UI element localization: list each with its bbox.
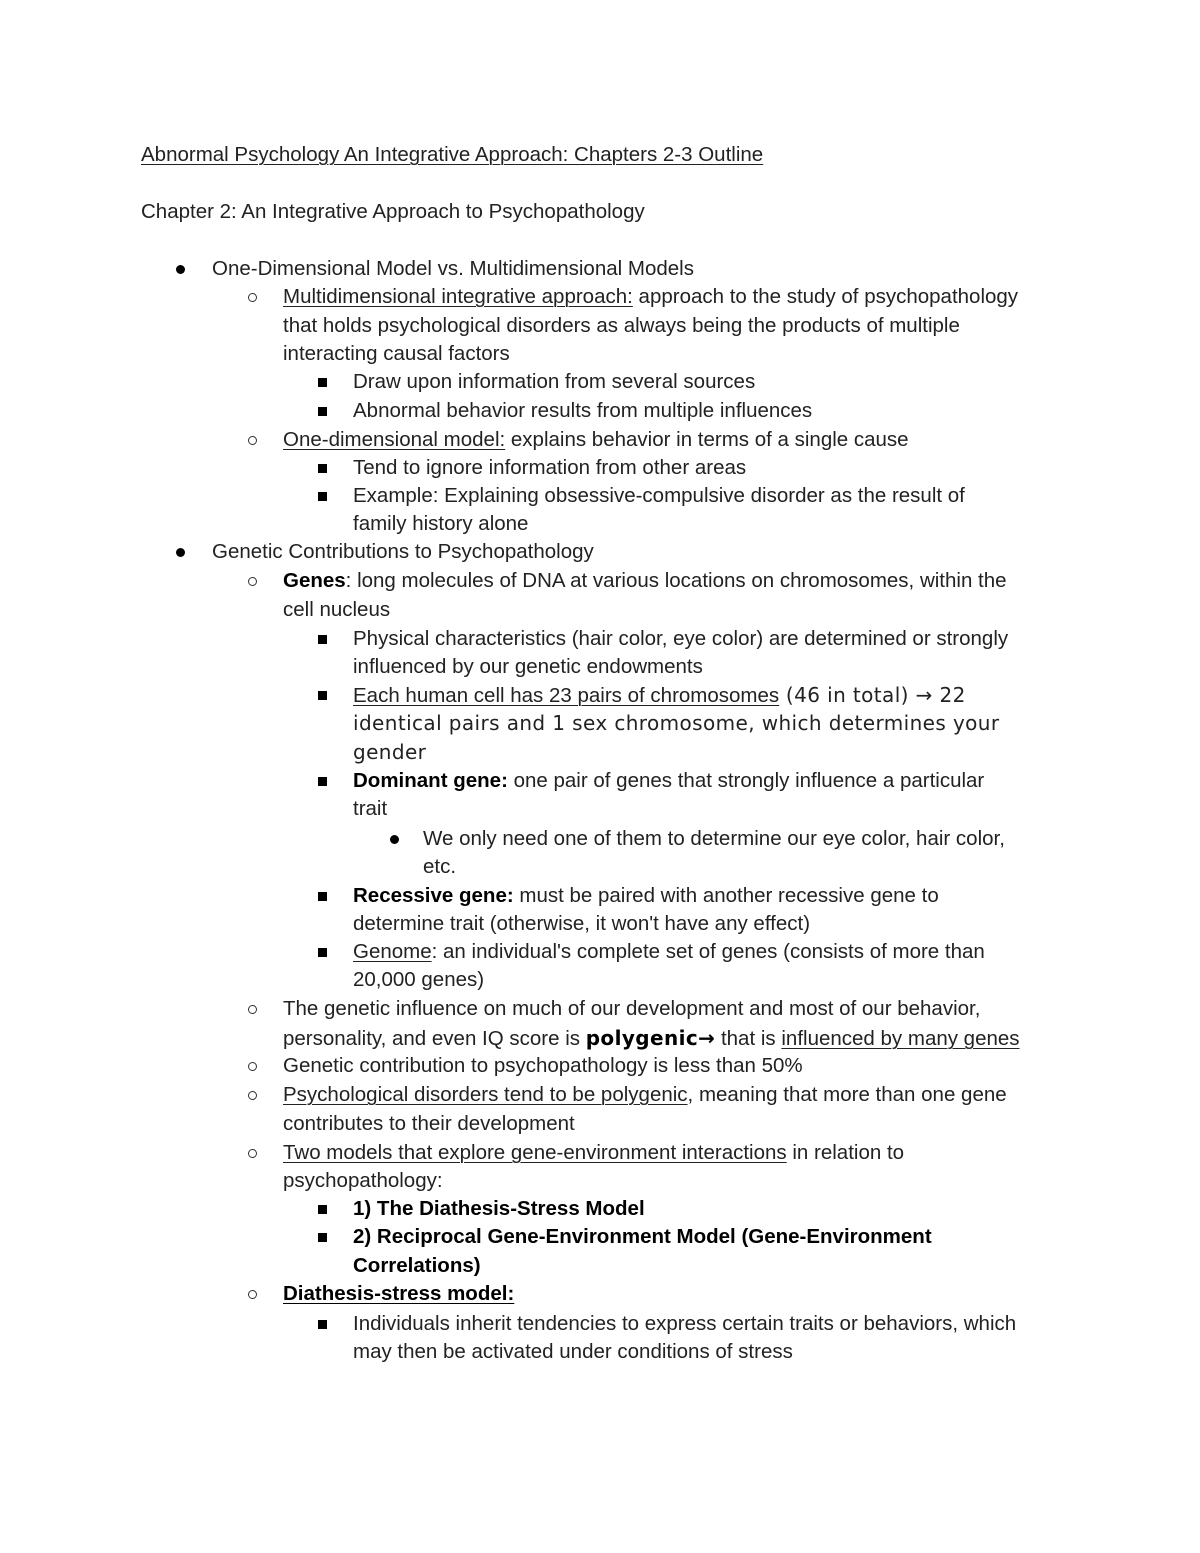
bullet-square-icon	[318, 1205, 327, 1214]
chapter-heading: Chapter 2: An Integrative Approach to Psychopathology	[141, 200, 645, 223]
bullet-disc-icon	[390, 835, 399, 844]
polygenic-text: that is	[715, 1027, 782, 1050]
section-heading-models: One-Dimensional Model vs. Multidimensional Models	[212, 257, 694, 280]
chromosome-count: (46 in total) → 22	[779, 683, 966, 707]
document-title: Abnormal Psychology An Integrative Approach: Chapters 2-3 Outline	[141, 143, 764, 166]
list-item-continuation: identical pairs and 1 sex chromosome, which determines your	[353, 711, 1000, 735]
bullet-square-icon	[318, 635, 327, 644]
list-item: The genetic influence on much of our development and most of our behavior,	[283, 997, 981, 1020]
list-item	[353, 942, 985, 963]
term-genome: Genome	[353, 940, 432, 963]
list-item	[283, 1085, 1007, 1106]
bullet-circle-icon	[248, 1062, 257, 1071]
bullet-circle-icon	[248, 1005, 257, 1014]
term-dominant-gene: Dominant gene:	[353, 769, 508, 792]
bullet-square-icon	[318, 691, 327, 700]
definition-text: explains behavior in terms of a single cause	[505, 428, 909, 451]
list-item	[283, 571, 1007, 592]
definition-text: in relation to	[786, 1141, 905, 1164]
model-two: 2) Reciprocal Gene-Environment Model (Gene-Environment	[353, 1225, 932, 1248]
bullet-square-icon	[318, 378, 327, 387]
bullet-disc-icon	[176, 548, 185, 557]
term-multidimensional: Multidimensional integrative approach:	[283, 285, 633, 308]
list-item-continuation: contributes to their development	[283, 1112, 575, 1135]
list-item-continuation: cell nucleus	[283, 598, 391, 621]
term-recessive-gene: Recessive gene:	[353, 884, 514, 907]
definition-text: approach to the study of psychopathology	[632, 285, 1019, 308]
list-item-continuation: that holds psychological disorders as always being the products of multiple	[283, 314, 960, 337]
definition-text: one pair of genes that strongly influence a particular	[507, 769, 985, 792]
list-item	[353, 771, 984, 792]
chromosome-fact: Each human cell has 23 pairs of chromosomes	[353, 684, 780, 707]
definition-text: must be paired with another recessive gene to	[513, 884, 939, 907]
bullet-square-icon	[318, 492, 327, 501]
list-item-continuation: trait	[353, 797, 388, 820]
list-item-continuation: family history alone	[353, 512, 529, 535]
bullet-square-icon	[318, 407, 327, 416]
list-item	[353, 886, 939, 907]
bullet-circle-icon	[248, 1290, 257, 1299]
list-item-continuation: interacting causal factors	[283, 342, 510, 365]
polygenic-text: personality, and even IQ score is	[283, 1027, 586, 1050]
list-item-continuation: determine trait (otherwise, it won't have any effect)	[353, 912, 811, 935]
bullet-circle-icon	[248, 436, 257, 445]
list-item: We only need one of them to determine our eye color, hair color,	[423, 827, 1005, 850]
section-heading-genetics: Genetic Contributions to Psychopathology	[212, 540, 594, 563]
list-item: Individuals inherit tendencies to express certain traits or behaviors, which	[353, 1312, 1017, 1335]
list-item-continuation: influenced by our genetic endowments	[353, 655, 703, 678]
polygenic-definition: influenced by many genes	[781, 1027, 1020, 1050]
bullet-square-icon	[318, 948, 327, 957]
list-item: Abnormal behavior results from multiple influences	[353, 399, 813, 422]
bullet-square-icon	[318, 464, 327, 473]
list-item	[283, 430, 909, 451]
list-item-continuation: gender	[353, 740, 427, 764]
list-item: Example: Explaining obsessive-compulsive disorder as the result of	[353, 484, 965, 507]
list-item: Draw upon information from several sources	[353, 370, 756, 393]
list-item: Physical characteristics (hair color, eye color) are determined or strongly	[353, 627, 1009, 650]
polygenic-disorders-fact: Psychological disorders tend to be polygenic	[283, 1083, 688, 1106]
list-item-continuation: etc.	[423, 855, 457, 878]
list-item-continuation	[283, 1028, 1020, 1050]
bullet-circle-icon	[248, 577, 257, 586]
two-models-phrase: Two models that explore gene-environment interactions	[283, 1141, 787, 1164]
list-item: Genetic contribution to psychopathology is less than 50%	[283, 1054, 803, 1077]
bullet-circle-icon	[248, 293, 257, 302]
list-item-continuation: may then be activated under conditions of stress	[353, 1340, 793, 1363]
list-item: Tend to ignore information from other areas	[353, 456, 747, 479]
list-item-continuation: 20,000 genes)	[353, 968, 485, 991]
bullet-square-icon	[318, 777, 327, 786]
term-one-dimensional: One-dimensional model:	[283, 428, 506, 451]
bullet-circle-icon	[248, 1091, 257, 1100]
term-genes: Genes	[283, 569, 346, 592]
list-item	[283, 287, 1018, 308]
definition-text: : an individual's complete set of genes (consists of more than	[431, 940, 985, 963]
definition-text: : long molecules of DNA at various locations on chromosomes, within the	[345, 569, 1007, 592]
definition-text: , meaning that more than one gene	[687, 1083, 1007, 1106]
model-one: 1) The Diathesis-Stress Model	[353, 1197, 645, 1220]
bullet-square-icon	[318, 1233, 327, 1242]
bullet-circle-icon	[248, 1149, 257, 1158]
term-diathesis-stress: Diathesis-stress model:	[283, 1282, 515, 1305]
term-polygenic: polygenic→	[585, 1026, 716, 1050]
model-two-continuation: Correlations)	[353, 1254, 481, 1277]
list-item	[353, 685, 966, 707]
list-item-continuation: psychopathology:	[283, 1169, 443, 1192]
list-item	[283, 1143, 904, 1164]
bullet-square-icon	[318, 1320, 327, 1329]
bullet-square-icon	[318, 892, 327, 901]
bullet-disc-icon	[176, 265, 185, 274]
